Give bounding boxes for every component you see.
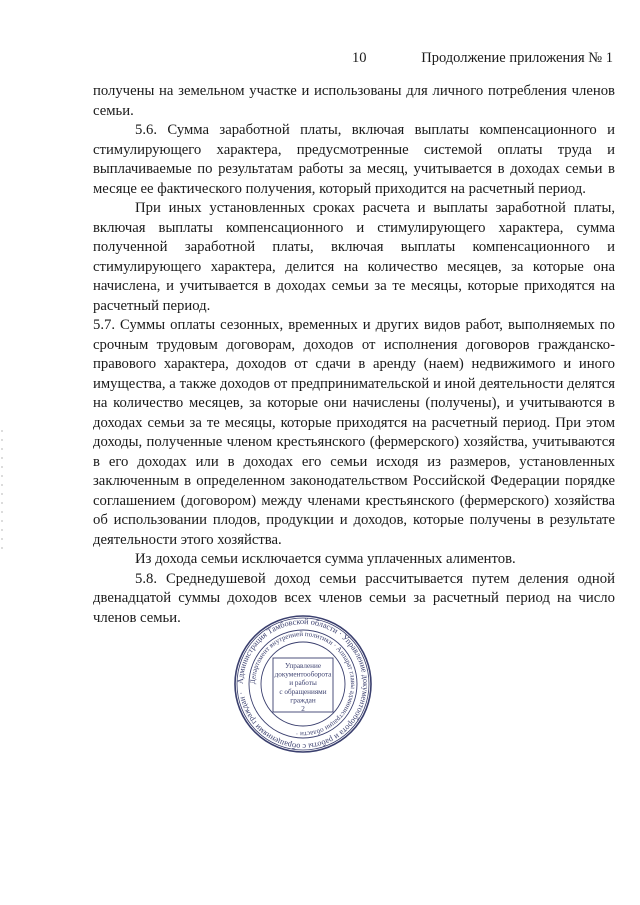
seal-center-line: с обращениями bbox=[279, 687, 327, 696]
svg-text:Департамент внутренней политик: Департамент внутренней политики · Аппарат главы администрации области · bbox=[248, 629, 358, 739]
seal-center-line: и работы bbox=[289, 679, 317, 688]
seal-center-line: граждан bbox=[290, 696, 316, 705]
paragraph: 5.7. Суммы оплаты сезонных, временных и других видов работ, выполняемых по срочным трудовым договорам, доходов от исполнения договоров гражданско-правового характера, доходов от сдачи в аренду (наем) недвижимого и иного имущества, а также доходов от предпринимательской и иной деятельности делятся на количество месяцев, за которые они начислены (получены), и учитываются в доходах семьи за те месяцы, которые приходятся на расчетный период. При этом доходы, полученные членом крестьянского (фермерского) хозяйства, учитываются в его доходах или в доходах его семьи исходя из размеров, установленных заключенным в определенном законодательством Российской Федерации порядке соглашением (договором) между членами крестьянского (фермерского) хозяйства об использовании плодов, продукции и доходов, которые получены в результате деятельности этого хозяйства. bbox=[93, 317, 615, 548]
official-seal bbox=[233, 614, 373, 754]
paragraph: Из дохода семьи исключается сумма уплаченных алиментов. bbox=[135, 551, 516, 567]
paragraph: получены на земельном участке и использованы для личного потребления членов семьи. bbox=[93, 83, 615, 119]
paragraph: При иных установленных сроках расчета и выплаты заработной платы, включая выплаты компенсационного и стимулирующего характера, сумма полученной заработной платы, включая выплаты компенсационного и стимулирующего характера, делится на количество месяцев, за которые она начислена, и учитывается в доходах семьи за те месяцы, которые приходятся на расчетный период. bbox=[93, 200, 615, 314]
document-body bbox=[93, 82, 615, 628]
page-number: 10 bbox=[352, 50, 367, 66]
page-header bbox=[0, 50, 640, 70]
paragraph: 5.6. Сумма заработной платы, включая выплаты компенсационного и стимулирующего характера, предусмотренные системой оплаты труда и выплачиваемые по результатам работы за месяц, учитывается в доходах семьи в месяце ее фактического получения, который приходится на расчетный период. bbox=[93, 122, 615, 197]
scan-margin-marks bbox=[0, 430, 4, 550]
seal-center-line: документооборота bbox=[274, 670, 332, 679]
seal-center-line: Управление bbox=[284, 662, 322, 670]
seal-center-line: 2 bbox=[301, 705, 305, 713]
seal-graphic bbox=[233, 614, 373, 754]
paragraph: 5.8. Среднедушевой доход семьи рассчитывается путем деления одной двенадцатой суммы доходов всех членов семьи за расчетный период на число членов семьи. bbox=[93, 570, 615, 626]
appendix-continuation: Продолжение приложения № 1 bbox=[421, 50, 613, 66]
svg-text:Администрация Тамбовской облас: Администрация Тамбовской области · Управление документооборота и работы с обращениями граждан · bbox=[235, 616, 371, 752]
